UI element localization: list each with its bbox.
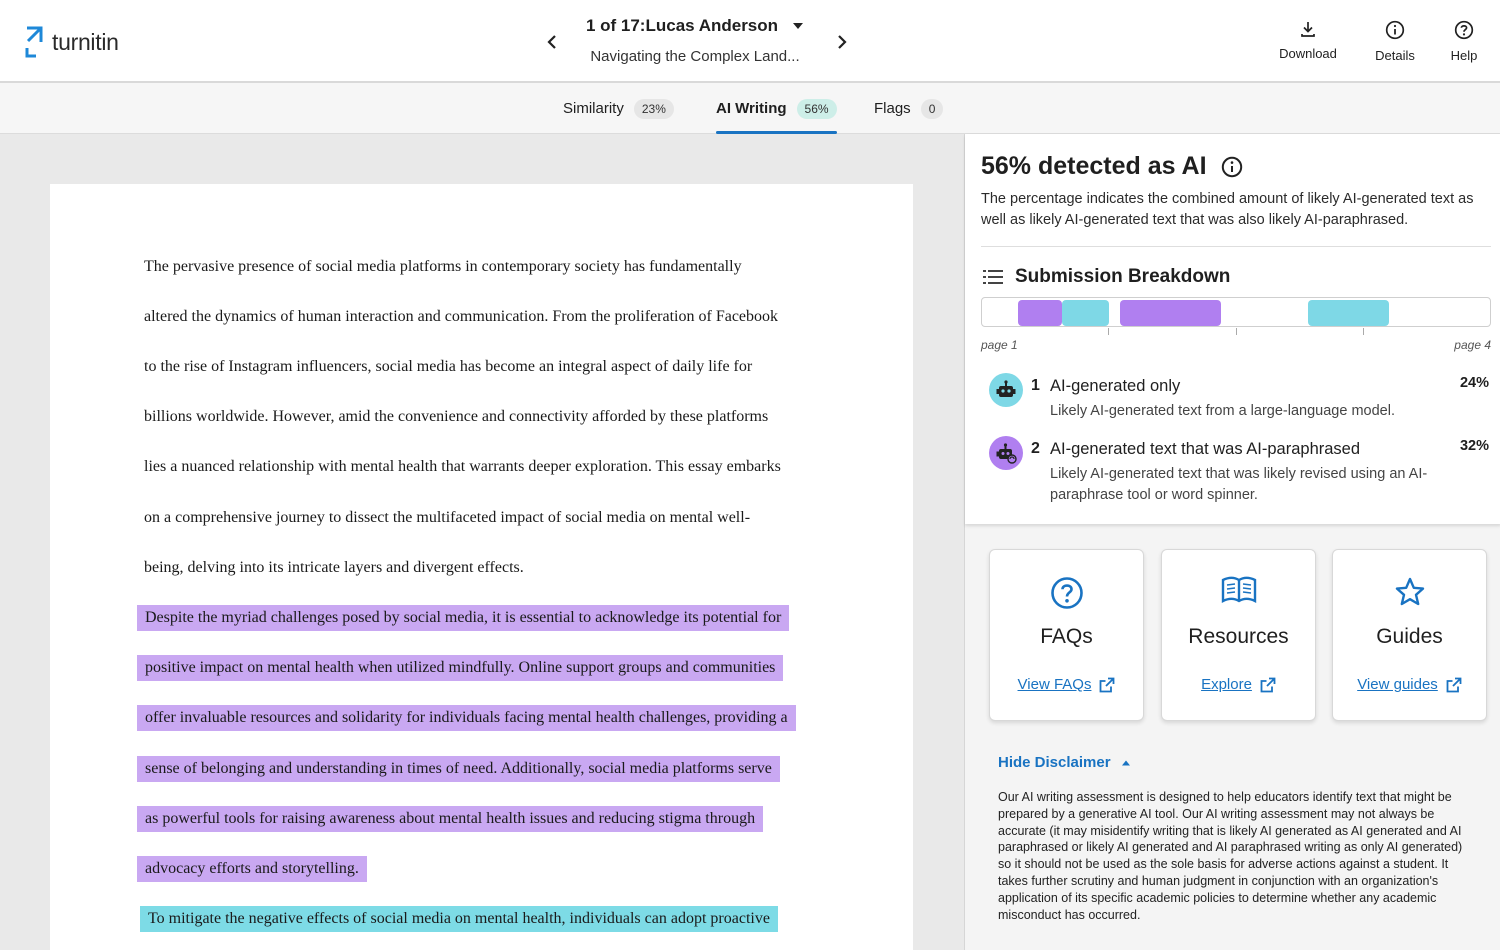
download-button[interactable] bbox=[1270, 20, 1346, 61]
page-end-label: page 4 bbox=[1454, 338, 1491, 352]
document-line: on a comprehensive journey to dissect the multifaceted impact of social media on mental well- bbox=[144, 509, 751, 526]
category-title: AI-generated text that was AI-paraphrased bbox=[1050, 440, 1361, 458]
category-number: 2 bbox=[1031, 440, 1040, 457]
document-line: billions worldwide. However, amid the convenience and connectivity afforded by these platforms bbox=[144, 408, 769, 425]
report-tabs bbox=[0, 83, 1500, 134]
ai-generated-segment[interactable] bbox=[1062, 300, 1109, 326]
category-number: 1 bbox=[1031, 377, 1040, 394]
link-label: Explore bbox=[1201, 676, 1252, 693]
submission-title bbox=[560, 16, 830, 65]
tab-ai-writing[interactable] bbox=[716, 83, 837, 134]
document-page bbox=[50, 184, 913, 950]
category-description: Likely AI-generated text from a large-language model. bbox=[1050, 403, 1395, 419]
disclaimer-text: Our AI writing assessment is designed to help educators identify text that might be prepared by a generative AI tool. Our AI writing assessment may not always be accurate (it may misidentify writing that is likely AI generated as AI generated and AI paraphrased or likely AI generated and AI paraphrased writing as only AI generated) so it should not be used as the sole basis for adverse actions against a student. It takes further scrutiny and human judgment in conjunction with an organization's application of its specific academic policies to determine whether any academic misconduct has occurred. bbox=[998, 790, 1463, 922]
submission-breakdown-bar[interactable] bbox=[981, 297, 1491, 327]
document-title: Navigating the Complex Land... bbox=[590, 48, 800, 65]
category-ai-paraphrased[interactable] bbox=[989, 436, 1489, 506]
turnitin-logo[interactable] bbox=[24, 26, 119, 58]
document-line: lies a nuanced relationship with mental health that warrants deeper exploration. This essay embarks bbox=[144, 458, 781, 475]
category-percent: 24% bbox=[1459, 375, 1489, 391]
download-icon bbox=[1299, 20, 1317, 38]
top-bar bbox=[0, 0, 1500, 83]
category-percent: 32% bbox=[1459, 438, 1489, 454]
ai-paraphrased-highlight[interactable]: positive impact on mental health when utilized mindfully. Online support groups and communities bbox=[137, 655, 783, 681]
chevron-right-icon bbox=[836, 34, 848, 50]
tab-label: Flags bbox=[874, 100, 911, 117]
external-link-icon bbox=[1446, 677, 1462, 693]
next-submission-button[interactable] bbox=[828, 28, 856, 56]
ai-generated-highlight[interactable]: To mitigate the negative effects of social media on mental health, individuals can adopt proactive bbox=[140, 906, 778, 932]
book-icon bbox=[1221, 576, 1257, 606]
document-line: being, delving into its intricate layers and divergent effects. bbox=[144, 559, 524, 576]
view-guides-link[interactable] bbox=[1333, 676, 1486, 693]
info-icon[interactable] bbox=[1221, 156, 1243, 178]
category-ai-generated[interactable] bbox=[989, 373, 1489, 429]
guides-card bbox=[1332, 549, 1487, 721]
ai-generated-segment[interactable] bbox=[1308, 300, 1389, 326]
document-line: altered the dynamics of human interaction and communication. From the proliferation of Facebook bbox=[144, 308, 779, 325]
star-icon bbox=[1394, 576, 1426, 608]
ai-paraphrased-highlight[interactable]: sense of belonging and understanding in times of need. Additionally, social media platforms serve bbox=[137, 756, 780, 782]
document-line: The pervasive presence of social media platforms in contemporary society has fundamentally bbox=[144, 258, 742, 275]
question-circle-icon bbox=[1050, 576, 1084, 610]
caret-down-icon bbox=[792, 22, 804, 30]
details-button[interactable] bbox=[1365, 20, 1425, 63]
ai-summary bbox=[965, 134, 1500, 524]
ai-writing-badge: 56% bbox=[797, 99, 837, 119]
tab-similarity[interactable] bbox=[563, 83, 674, 134]
tab-flags[interactable] bbox=[874, 83, 943, 134]
details-label: Details bbox=[1375, 48, 1415, 63]
paraphrased-segment[interactable] bbox=[1018, 300, 1062, 326]
ai-paraphrased-highlight[interactable]: offer invaluable resources and solidarity for individuals facing mental health challenges, providing a bbox=[137, 705, 796, 731]
turnitin-logo-icon bbox=[24, 26, 46, 58]
student-name: 1 of 17:Lucas Anderson bbox=[585, 16, 779, 35]
detected-title: 56% detected as AI bbox=[981, 152, 1207, 180]
list-icon bbox=[983, 269, 1003, 285]
download-label: Download bbox=[1279, 46, 1337, 61]
detected-description: The percentage indicates the combined amount of likely AI-generated text as well as likely AI-generated text that was also likely AI-paraphrased. bbox=[981, 191, 1474, 228]
student-selector[interactable] bbox=[586, 16, 804, 36]
caret-up-icon bbox=[1121, 760, 1131, 766]
resources-card bbox=[1161, 549, 1316, 721]
divider bbox=[981, 246, 1491, 247]
ai-paraphrased-highlight[interactable]: advocacy efforts and storytelling. bbox=[137, 856, 367, 882]
page-tick bbox=[1236, 328, 1237, 335]
ai-writing-panel bbox=[964, 134, 1500, 950]
help-button[interactable] bbox=[1440, 20, 1488, 63]
card-title: Resources bbox=[1188, 625, 1289, 648]
similarity-badge: 23% bbox=[634, 99, 674, 119]
logo-text: turnitin bbox=[52, 28, 119, 55]
link-label: View guides bbox=[1357, 676, 1438, 693]
flags-badge: 0 bbox=[921, 99, 944, 119]
ai-paraphrased-highlight[interactable]: Despite the myriad challenges posed by social media, it is essential to acknowledge its potential for bbox=[137, 605, 789, 631]
breakdown-heading bbox=[983, 266, 1230, 288]
category-title: AI-generated only bbox=[1050, 377, 1181, 395]
external-link-icon bbox=[1099, 677, 1115, 693]
category-description: Likely AI-generated text that was likely revised using an AI-paraphrase tool or word spinner. bbox=[1050, 466, 1428, 503]
card-title: FAQs bbox=[1040, 625, 1093, 648]
robot-icon bbox=[989, 373, 1023, 407]
faqs-card bbox=[989, 549, 1144, 721]
tab-label: Similarity bbox=[563, 100, 624, 117]
ai-paraphrased-highlight[interactable]: as powerful tools for raising awareness about mental health issues and reducing stigma through bbox=[137, 806, 763, 832]
explore-link[interactable] bbox=[1162, 676, 1315, 693]
view-faqs-link[interactable] bbox=[990, 676, 1143, 693]
page-tick bbox=[1363, 328, 1364, 335]
info-icon bbox=[1385, 20, 1405, 40]
page-tick bbox=[1108, 328, 1109, 335]
link-label: View FAQs bbox=[1017, 676, 1092, 693]
detected-heading bbox=[981, 152, 1243, 181]
hide-disclaimer-button[interactable] bbox=[998, 754, 1131, 771]
document-line: to the rise of Instagram influencers, social media has become an integral aspect of daily life for bbox=[144, 358, 753, 375]
disclaimer-toggle-label: Hide Disclaimer bbox=[998, 754, 1111, 771]
tab-label: AI Writing bbox=[716, 100, 787, 117]
robot-paraphrase-icon bbox=[989, 436, 1023, 470]
chevron-left-icon bbox=[546, 34, 558, 50]
card-title: Guides bbox=[1376, 625, 1443, 648]
help-icon bbox=[1454, 20, 1474, 40]
breakdown-title: Submission Breakdown bbox=[1015, 266, 1231, 287]
document-viewer[interactable] bbox=[0, 134, 964, 950]
paraphrased-segment[interactable] bbox=[1120, 300, 1221, 326]
page-start-label: page 1 bbox=[981, 338, 1018, 352]
help-label: Help bbox=[1450, 48, 1478, 63]
external-link-icon bbox=[1260, 677, 1276, 693]
